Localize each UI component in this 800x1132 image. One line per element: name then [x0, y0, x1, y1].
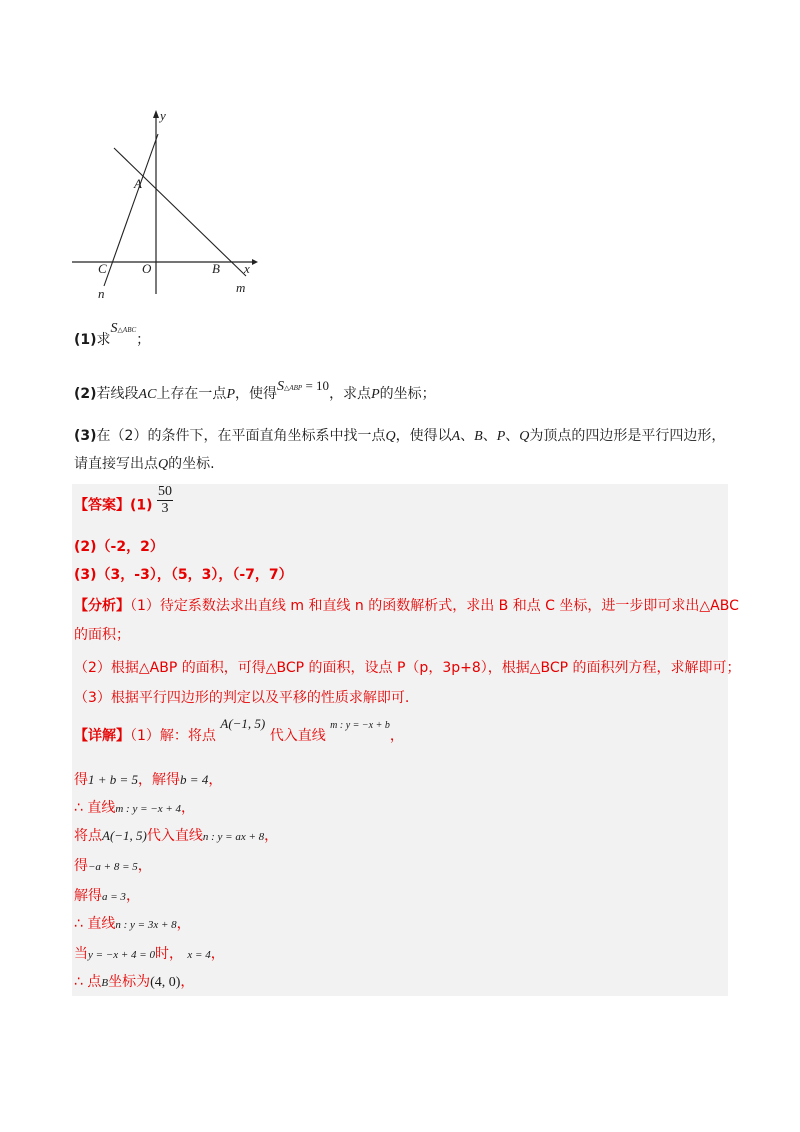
question-2-eq: = 10: [302, 378, 330, 393]
detail-line-6: [74, 886, 140, 907]
detail-8-text-a: 当: [74, 946, 88, 962]
detail-4-text-c: ，: [264, 828, 279, 844]
question-1-number: (1): [74, 332, 97, 348]
label-m: m: [236, 280, 246, 295]
detail-line-8: [74, 944, 225, 965]
answer-line-1: [74, 484, 173, 517]
detail-5-equation: −a + 8 = 5: [88, 861, 138, 873]
question-1: [74, 321, 151, 352]
detail-7-text-a: ∴ 直线: [74, 916, 116, 932]
detail-6-equation: a = 3: [102, 891, 126, 903]
question-2-text-e: 的坐标；: [379, 386, 436, 402]
question-2: [74, 378, 436, 406]
detail-2-equation-1: 1 + b = 5: [88, 772, 139, 787]
detail-2-equation-2: b = 4: [180, 772, 209, 787]
answer-label: 【答案】: [74, 497, 130, 514]
answer-3-number: (3): [74, 567, 97, 583]
x-axis-arrow: [252, 259, 258, 265]
question-3-sep-3: 、: [505, 428, 520, 444]
question-3-B: B: [474, 429, 483, 444]
answer-2-text: （-2，2）: [96, 539, 164, 555]
question-2-text-c: ，使得: [235, 386, 277, 402]
question-3-Q: Q: [385, 429, 396, 444]
question-2-AC: AC: [138, 387, 157, 402]
detail-4-point: A(−1, 5): [102, 828, 147, 843]
detail-5-text-b: ，: [137, 858, 152, 874]
detail-7-equation: n : y = 3x + 8: [115, 919, 177, 931]
question-1-text: 求: [96, 332, 111, 348]
answer-2-number: (2): [74, 539, 97, 555]
detail-4-text-b: 代入直线: [146, 828, 203, 844]
question-3-line-2: [74, 454, 215, 475]
analysis-label: 【分析】: [74, 598, 130, 614]
question-2-sub: △ABP: [284, 384, 303, 392]
detail-1-text-c: ，: [389, 728, 404, 744]
question-2-text-b: 上存在一点: [156, 386, 227, 402]
answer-1-denominator: 3: [161, 501, 169, 516]
detail-4-equation: n : y = ax + 8: [202, 831, 265, 843]
detail-5-text-a: 得: [74, 858, 88, 874]
question-2-P2: P: [371, 387, 380, 402]
detail-line-1: [74, 716, 404, 748]
answer-3-text: （3，-3），（5，3），（-7，7）: [96, 567, 293, 583]
answer-line-2: [74, 537, 164, 557]
detail-2-text-c: ，: [208, 772, 223, 788]
detail-6-text-a: 解得: [74, 888, 102, 904]
detail-line-4: [74, 826, 278, 847]
question-3-text-d: 请直接写出点: [74, 456, 158, 472]
detail-9-text-a: ∴ 点: [74, 974, 102, 990]
detail-1-equation: m : y = −x + b: [330, 720, 390, 731]
analysis-line-1: [74, 596, 739, 616]
question-3-text-a: 在（2）的条件下，在平面直角坐标系中找一点: [96, 428, 386, 444]
question-1-S: S: [110, 321, 118, 336]
label-y: y: [160, 108, 166, 123]
detail-line-7: [74, 914, 191, 935]
detail-4-text-a: 将点: [74, 828, 102, 844]
question-3-sep-1: 、: [460, 428, 475, 444]
detail-9-text-c: ，: [180, 974, 195, 990]
detail-line-3: [74, 798, 195, 819]
detail-line-5: [74, 856, 152, 877]
y-axis-arrow: [153, 110, 159, 118]
question-3-P: P: [496, 429, 506, 444]
analysis-text-1: （1）待定系数法求出直线 m 和直线 n 的函数解析式，求出 B 和点 C 坐标，进一步即可求出△ABC: [130, 598, 739, 614]
line-m: [114, 148, 246, 276]
detail-8-text-b: 时，: [154, 946, 183, 962]
question-3-Q3: Q: [158, 457, 169, 472]
detail-6-text-b: ，: [125, 888, 140, 904]
question-2-text-a: 若线段: [96, 386, 139, 402]
answer-1-fraction: [157, 484, 173, 517]
detail-8-text-c: ，: [210, 946, 225, 962]
detail-line-9: [74, 972, 194, 993]
detail-line-2: [74, 770, 222, 790]
question-2-S: S: [277, 379, 284, 394]
detail-2-text-b: ，解得: [138, 772, 181, 788]
detail-3-text-b: ，: [181, 800, 195, 816]
analysis-line-3: [74, 658, 741, 678]
coordinate-figure: [66, 104, 266, 300]
question-2-P: P: [226, 387, 235, 402]
detail-1-text-a: （1）解：将点: [130, 728, 216, 744]
answer-line-3: [74, 565, 293, 585]
label-x: x: [244, 261, 250, 276]
detail-8-equation-1: y = −x + 4 = 0: [88, 949, 155, 961]
label-n: n: [98, 286, 105, 300]
question-2-number: (2): [74, 386, 97, 402]
detail-7-text-b: ，: [176, 916, 191, 932]
detail-3-equation: m : y = −x + 4: [115, 803, 181, 815]
question-3-text-c: 为顶点的四边形是平行四边形，: [529, 428, 726, 444]
detail-2-text-a: 得: [74, 772, 88, 788]
label-B: B: [212, 261, 220, 276]
analysis-text-3: （2）根据△ABP 的面积，可得△BCP 的面积，设点 P（p，3p+8），根据△BCP 的面积列方程，求解即可；: [74, 660, 741, 676]
label-C: C: [98, 261, 107, 276]
question-3-text-e: 的坐标.: [168, 456, 215, 472]
question-3-text-b: ，使得以: [395, 428, 452, 444]
question-1-sub: △ABC: [117, 326, 137, 334]
detail-3-text-a: ∴ 直线: [74, 800, 116, 816]
question-3-number: (3): [74, 428, 97, 444]
question-3-line-1: [74, 426, 725, 447]
answer-1-number: (1): [130, 497, 153, 514]
analysis-line-2: [74, 625, 130, 645]
question-3-A: A: [451, 429, 461, 444]
question-3-sep-2: 、: [482, 428, 497, 444]
detail-label: 【详解】: [74, 728, 130, 744]
detail-9-text-b: 坐标为: [108, 974, 151, 990]
detail-1-point: A(−1, 5): [220, 716, 266, 731]
analysis-line-4: [74, 688, 409, 708]
detail-8-equation-2: x = 4: [187, 949, 211, 961]
detail-9-point: (4, 0): [150, 975, 181, 990]
detail-1-text-b: 代入直线: [269, 728, 326, 744]
analysis-text-2: 的面积；: [74, 627, 130, 643]
detail-9-B: B: [101, 977, 109, 989]
question-2-text-d: ，求点: [329, 386, 372, 402]
answer-1-numerator: 50: [158, 484, 172, 499]
question-3-Q2: Q: [519, 429, 530, 444]
label-O: O: [142, 261, 152, 276]
analysis-text-4: （3）根据平行四边形的判定以及平移的性质求解即可.: [74, 690, 410, 706]
label-A: A: [134, 176, 142, 191]
question-1-end: ；: [136, 332, 151, 348]
